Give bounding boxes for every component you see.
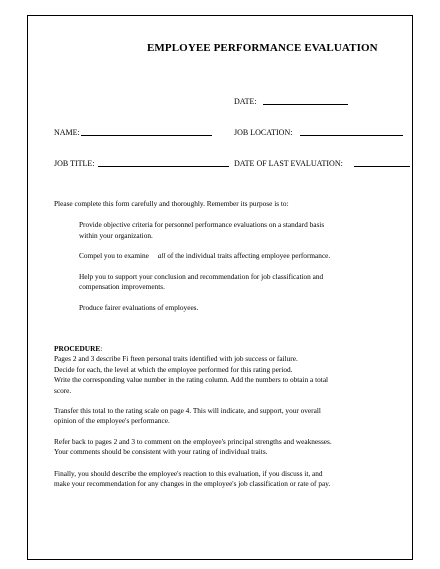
job-title-label: JOB TITLE: [54, 159, 95, 168]
procedure-line-2: Decide for each, the level at which the employee performed for this rating period. [54, 365, 293, 374]
date-field[interactable] [263, 104, 348, 105]
procedure-para-2-line-1: Transfer this total to the rating scale on page 4. This will indicate, and support, your overall [54, 406, 321, 415]
procedure-para-4-line-2: make your recommendation for any changes in the employee's job classification or rate of pay. [54, 479, 331, 488]
purpose-2-part-c: of the individual traits affecting employee performance. [167, 251, 331, 260]
document-title: EMPLOYEE PERFORMANCE EVALUATION [147, 42, 378, 54]
purpose-3-line-1: Help you to support your conclusion and recommendation for job classification and [79, 272, 324, 281]
purpose-2 [79, 251, 330, 262]
procedure-para-4-line-1: Finally, you should describe the employee's reaction to this evaluation, if you discuss it, and [54, 469, 323, 478]
procedure-heading-text: PROCEDURE [54, 344, 101, 353]
procedure-para-3-line-2: Your comments should be consistent with your rating of individual traits. [54, 447, 268, 456]
purpose-3-line-2: compensation improvements. [79, 282, 165, 291]
purpose-2-emphasis: all [157, 251, 166, 260]
intro-text: Please complete this form carefully and thoroughly. Remember its purpose is to: [54, 199, 289, 208]
procedure-heading [54, 344, 102, 355]
job-title-field[interactable] [98, 166, 229, 167]
procedure-line-4: score. [54, 386, 72, 395]
date-label: DATE: [234, 97, 257, 106]
date-of-last-evaluation-field[interactable] [354, 166, 410, 167]
date-of-last-evaluation-label: DATE OF LAST EVALUATION: [234, 159, 343, 168]
job-location-field[interactable] [300, 135, 403, 136]
procedure-heading-colon: : [100, 344, 103, 353]
purpose-4: Produce fairer evaluations of employees. [79, 303, 199, 312]
purpose-1-line-2: within your organization. [79, 231, 153, 240]
procedure-para-3-line-1: Refer back to pages 2 and 3 to comment on the employee's principal strengths and weaknesses. [54, 437, 332, 446]
procedure-line-1: Pages 2 and 3 describe Fi fteen personal traits identified with job success or failure. [54, 354, 298, 363]
name-label: NAME: [54, 128, 80, 137]
purpose-1-line-1: Provide objective criteria for personnel performance evaluations on a standard basis [79, 220, 325, 229]
job-location-label: JOB LOCATION: [234, 128, 293, 137]
name-field[interactable] [81, 135, 212, 136]
procedure-para-2-line-2: opinion of the employee's performance. [54, 416, 170, 425]
purpose-2-part-a: Compel you to examine [79, 251, 149, 260]
procedure-line-3: Write the corresponding value number in the rating column. Add the numbers to obtain a total [54, 375, 329, 384]
